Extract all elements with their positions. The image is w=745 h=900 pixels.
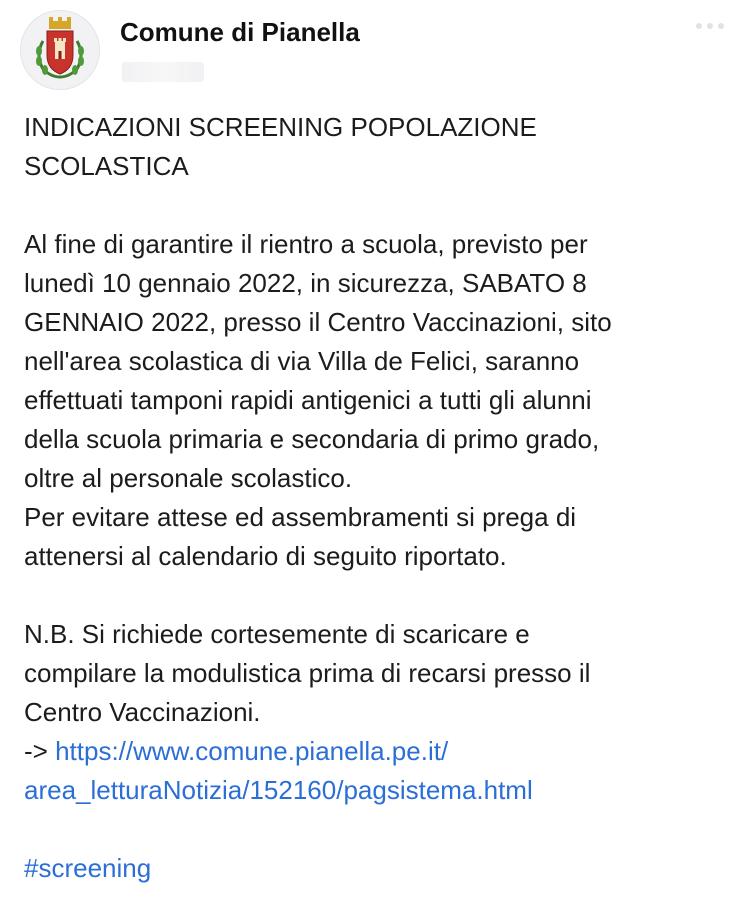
body-line: oltre al personale scolastico. (24, 463, 353, 493)
municipal-link[interactable]: https://www.comune.pianella.pe.it/ (55, 736, 449, 766)
page-avatar[interactable] (20, 10, 100, 90)
hashtag-line (24, 849, 724, 888)
nb-line: Centro Vaccinazioni. (24, 697, 261, 727)
body-line: attenersi al calendario di seguito riportato. (24, 541, 507, 571)
more-options-icon[interactable] (696, 16, 732, 30)
page-name[interactable]: Comune di Pianella (120, 17, 360, 47)
link-line (24, 771, 724, 810)
post-title-line: INDICAZIONI SCREENING POPOLAZIONE (24, 112, 537, 142)
nb-line: compilare la modulistica prima di recarsi presso il (24, 658, 591, 688)
nb-line: N.B. Si richiede cortesemente di scaricare e (24, 619, 530, 649)
body-line: effettuati tamponi rapidi antigenici a tutti gli alunni (24, 385, 592, 415)
hashtag-screening[interactable]: #screening (24, 853, 152, 883)
body-line: GENNAIO 2022, presso il Centro Vaccinazioni, sito (24, 307, 612, 337)
body-line: Al fine di garantire il rientro a scuola, previsto per (24, 229, 588, 259)
arrow-prefix: -> (24, 736, 56, 766)
post-body (24, 108, 724, 888)
post-timestamp-placeholder (122, 62, 204, 82)
body-line: Per evitare attese ed assembramenti si prega di (24, 502, 577, 532)
municipal-crest-icon (21, 11, 99, 89)
body-line: nell'area scolastica di via Villa de Felici, saranno (24, 346, 580, 376)
link-line (24, 732, 724, 771)
post-title-line: SCOLASTICA (24, 151, 189, 181)
municipal-link-continued[interactable]: area_letturaNotizia/152160/pagsistema.html (24, 775, 533, 805)
body-line: lunedì 10 gennaio 2022, in sicurezza, SABATO 8 (24, 268, 587, 298)
body-line: della scuola primaria e secondaria di primo grado, (24, 424, 600, 454)
post-header (0, 0, 745, 95)
